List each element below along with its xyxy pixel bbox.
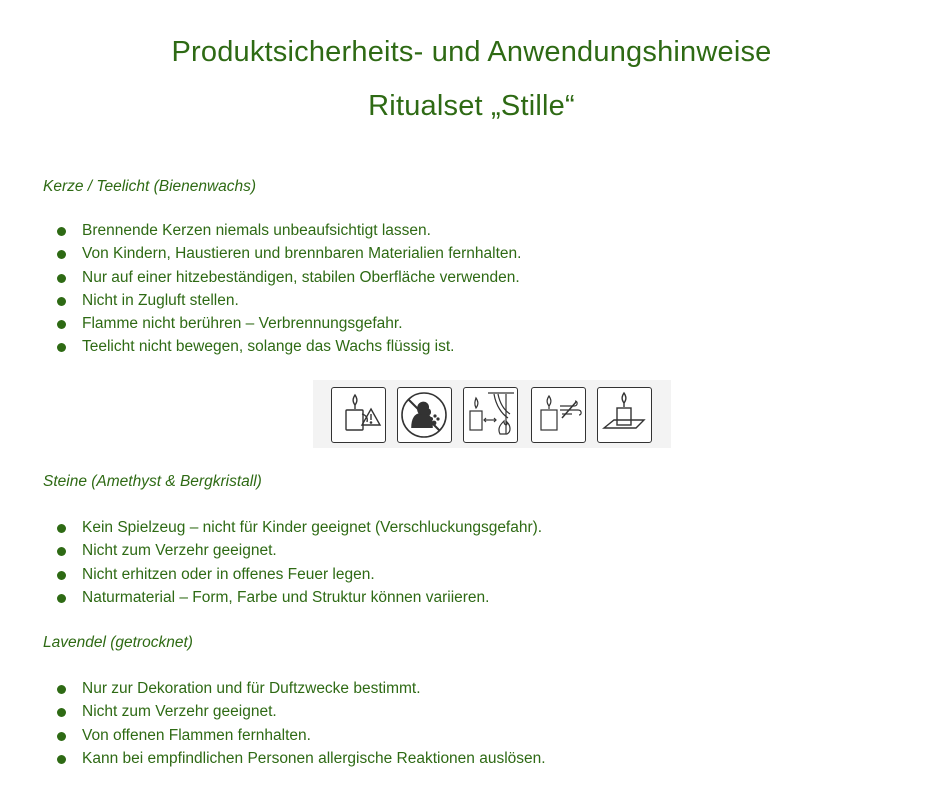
list-item: Naturmaterial – Form, Farbe und Struktur können variieren. [0,586,542,609]
section-heading-stones: Steine (Amethyst & Bergkristall) [43,473,262,490]
list-item: Teelicht nicht bewegen, solange das Wachs flüssig ist. [0,335,521,358]
list-item: Nicht zum Verzehr geeignet. [0,539,542,562]
no-draft-icon [531,387,586,443]
stable-surface-icon [597,387,652,443]
page-subtitle: Ritualset „Stille“ [368,90,575,122]
list-item: Nicht erhitzen oder in offenes Feuer legen. [0,563,542,586]
list-item: Brennende Kerzen niemals unbeaufsichtigt lassen. [0,219,521,242]
list-item: Von Kindern, Haustieren und brennbaren Materialien fernhalten. [0,242,521,265]
safety-icon-strip [313,380,671,448]
list-item: Kann bei empfindlichen Personen allergische Reaktionen auslösen. [0,747,546,770]
no-children-pets-icon [397,387,452,443]
candle-safety-list [0,219,521,359]
list-item: Flamme nicht berühren – Verbrennungsgefahr. [0,312,521,335]
list-item: Nicht zum Verzehr geeignet. [0,700,546,723]
list-item: Nur zur Dekoration und für Duftzwecke bestimmt. [0,677,546,700]
list-item: Nicht in Zugluft stellen. [0,289,521,312]
section-heading-candle: Kerze / Teelicht (Bienenwachs) [43,178,257,195]
list-item: Nur auf einer hitzebeständigen, stabilen Oberfläche verwenden. [0,266,521,289]
distance-flammable-icon [463,387,518,443]
list-item: Kein Spielzeug – nicht für Kinder geeignet (Verschluckungsgefahr). [0,516,542,539]
candle-unattended-warning-icon [331,387,386,443]
lavender-safety-list [0,677,546,770]
section-heading-lavender: Lavendel (getrocknet) [43,634,193,651]
stones-safety-list [0,516,542,609]
page-title: Produktsicherheits- und Anwendungshinweise [171,36,772,68]
list-item: Von offenen Flammen fernhalten. [0,724,546,747]
